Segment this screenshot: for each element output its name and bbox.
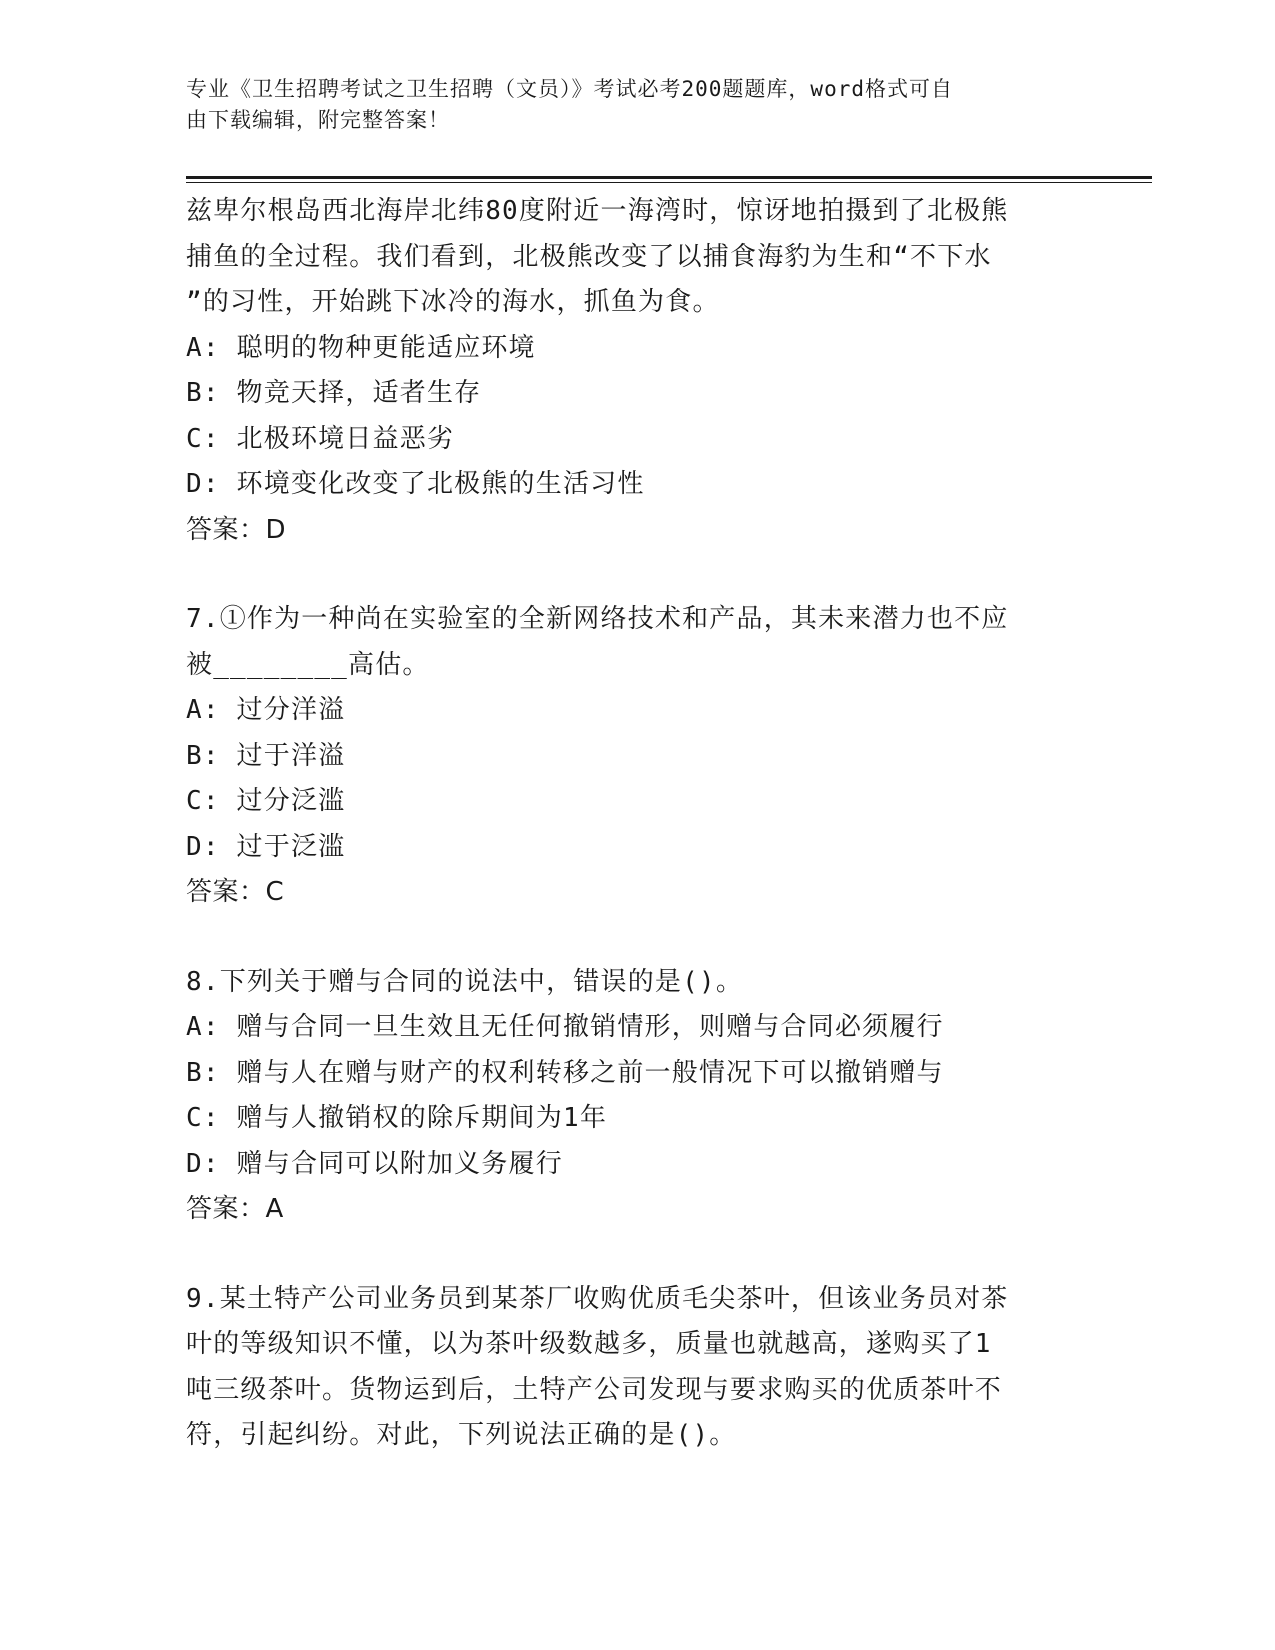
question-8 (186, 960, 1086, 1233)
question-7-option-c: C: 过分泛滥 (186, 786, 346, 816)
question-8-option-b: B: 赠与人在赠与财产的权利转移之前一般情况下可以撤销赠与 (186, 1057, 944, 1088)
spacer (186, 1233, 1086, 1277)
question-8-option-d: D: 赠与合同可以附加义务履行 (186, 1148, 563, 1179)
header-line-1: 专业《卫生招聘考试之卫生招聘（文员）》考试必考200题题库，word格式可自 (186, 77, 953, 101)
question-8-answer: 答案：A (186, 1194, 284, 1224)
question-8-text-line-1: 8.下列关于赠与合同的说法中，错误的是()。 (186, 966, 744, 997)
document-body (186, 189, 1086, 1459)
spacer (186, 916, 1086, 960)
header-rule-thin (186, 182, 1152, 183)
question-9-text-line-4: 符，引起纠纷。对此，下列说法正确的是()。 (186, 1420, 737, 1450)
question-8-option-c: C: 赠与人撤销权的除斥期间为1年 (186, 1103, 608, 1133)
question-6-text-line-3: ”的习性，开始跳下冰冷的海水，抓鱼为食。 (186, 287, 720, 317)
question-6-option-d: D: 环境变化改变了北极熊的生活习性 (186, 469, 645, 499)
spacer (186, 553, 1086, 597)
question-6-option-c: C: 北极环境日益恶劣 (186, 423, 455, 454)
header-line-2: 由下载编辑，附完整答案！ (186, 108, 450, 132)
header-rule-thick (186, 176, 1152, 179)
question-9 (186, 1277, 1086, 1459)
question-7-option-a: A: 过分洋溢 (186, 695, 346, 725)
question-7-text-line-1: 7.①作为一种尚在实验室的全新网络技术和产品，其未来潜力也不应 (186, 604, 1009, 634)
question-9-text-line-1: 9.某土特产公司业务员到某茶厂收购优质毛尖茶叶，但该业务员对茶 (186, 1283, 1009, 1314)
question-6-answer: 答案：D (186, 514, 287, 545)
question-7-answer: 答案：C (186, 877, 285, 907)
question-6-text-line-2: 捕鱼的全过程。我们看到，北极熊改变了以捕食海豹为生和“不下水 (186, 241, 992, 272)
question-6-text-line-1: 兹卑尔根岛西北海岸北纬80度附近一海湾时，惊讶地拍摄到了北极熊 (186, 196, 1009, 226)
question-7 (186, 597, 1086, 916)
document-header (186, 74, 1066, 136)
question-6-option-b: B: 物竞天择，适者生存 (186, 378, 482, 408)
question-6 (186, 189, 1086, 553)
question-9-text-line-2: 叶的等级知识不懂，以为茶叶级数越多，质量也就越高，遂购买了1 (186, 1329, 992, 1359)
question-7-option-b: B: 过于洋溢 (186, 740, 346, 771)
question-6-option-a: A: 聪明的物种更能适应环境 (186, 332, 536, 363)
question-7-option-d: D: 过于泛滥 (186, 831, 346, 862)
question-8-option-a: A: 赠与合同一旦生效且无任何撤销情形，则赠与合同必须履行 (186, 1012, 944, 1042)
question-9-text-line-3: 吨三级茶叶。货物运到后，土特产公司发现与要求购买的优质茶叶不 (186, 1374, 1003, 1405)
question-7-text-line-2: 被________高估。 (186, 649, 430, 680)
